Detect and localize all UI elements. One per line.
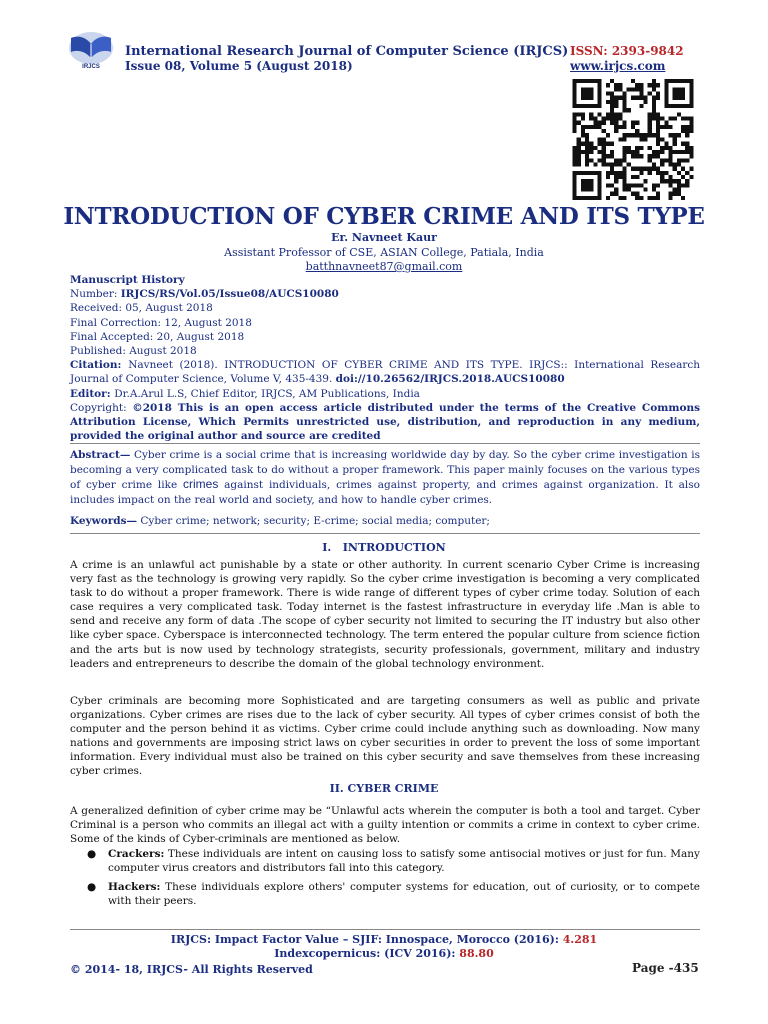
logo-text: IRJCS: [82, 64, 100, 70]
list-item-crackers: [70, 847, 700, 875]
number-value: IRJCS/RS/Vol.05/Issue08/AUCS10080: [120, 288, 339, 301]
bullet-icon: ●: [87, 881, 97, 894]
divider-top: [70, 443, 700, 444]
section-heading-cyber-crime: II. CYBER CRIME: [329, 782, 439, 795]
qr-code: [570, 79, 696, 200]
cyber-crime-paragraph: A generalized definition of cyber crime may be “Unlawful acts wherein the computer is both a tool and target. Cyber Criminal is a person who commits an illegal act with a guilty intention or commits a crime in context to cyber crime. Some of the kinds of Cyber-criminals are mentioned as below.: [70, 805, 700, 846]
manuscript-heading: Manuscript History: [70, 274, 185, 286]
paper-title: INTRODUCTION OF CYBER CRIME AND ITS TYPE: [63, 203, 705, 230]
bullet-text: These individuals explore others' computer systems for education, out of curiosity, or to compete with their peers.: [108, 881, 700, 908]
intro-paragraph-1: A crime is an unlawful act punishable by a state or other authority. In current scenario Cyber Crime is increasing very fast as the technology is growing very rapidly. So the cyber crime investigation is becoming a very complicated task to do without a proper framework. There is wide range of different types of cyber crime today. Solution of each case requires a very complicated task. Today internet is the fastest infrastructure in everyday life .Man is able to send and receive any form of data .The scope of cyber security not limited to securing the IT industry but also other like cyber space. Cyberspace is interconnected technology. The term entered the popular culture from science fiction and the arts but is now used by technology strategists, security professionals, government, military and industry leaders and entrepreneurs to describe the domain of the global technology environment.: [70, 559, 700, 670]
manuscript-history: [70, 273, 700, 443]
keywords: [70, 515, 700, 527]
keywords-text: Cyber crime; network; security; E-crime; social media; computer;: [137, 515, 490, 527]
irjcs-logo: [66, 30, 116, 70]
intro-paragraph-2: Cyber criminals are becoming more Sophisticated and are targeting consumers as well as public and private organizations. Cyber crimes are rises due to the lack of cyber security. All types of cyber crimes consist of both the computer and the person behind it as victims. Cyber crime could include anything such as downloading. Now many nations and governments are imposing strict laws on cyber securities in order to prevent the loss of some important information. Every individual must also be trained on this cyber security and save themselves from these increasing cyber crimes.: [70, 695, 700, 778]
impact-factor: [0, 933, 768, 946]
page-number: Page -435: [632, 961, 699, 975]
index-prefix: Indexcopernicus: (ICV 2016):: [274, 947, 460, 960]
index-copernicus: [0, 947, 768, 960]
bullet-term: Crackers:: [108, 848, 165, 860]
final-accepted-date: Final Accepted: 20, August 2018: [70, 330, 245, 343]
abstract-text-1: Cyber crime is a social crime that is increasing worldwide day by day. So the cyber crime investigation is becoming a very complicated task to do without a proper framework. This paper mainly focuses on the various types of cyber crime like: [70, 449, 700, 491]
author-name: Er. Navneet Kaur: [331, 231, 437, 244]
editor: [70, 387, 700, 401]
list-item-hackers: [70, 880, 700, 908]
abstract-text-2: against individuals, crimes against property, and crimes against organization. It also includes impact on the real world and society, and how to handle cyber crimes.: [70, 479, 700, 506]
bullet-term: Hackers:: [108, 881, 161, 894]
index-value: 88.80: [459, 947, 494, 960]
abstract-label: Abstract—: [70, 449, 131, 461]
keywords-label: Keywords—: [70, 515, 138, 527]
final-correction-date: Final Correction: 12, August 2018: [70, 316, 252, 329]
abstract: [70, 448, 700, 507]
issue-line: Issue 08, Volume 5 (August 2018): [125, 59, 353, 73]
footer-divider: [70, 929, 700, 930]
citation: [70, 358, 700, 386]
citation-doi: doi://10.26562/IRJCS.2018.AUCS10080: [335, 373, 565, 386]
impact-prefix: IRJCS: Impact Factor Value – SJIF: Innospace, Morocco (2016):: [170, 933, 563, 946]
editor-label: Editor:: [70, 387, 115, 400]
editor-text: Dr.A.Arul L.S, Chief Editor, IRJCS, AM Publications, India: [114, 387, 420, 400]
abstract-emph: crimes: [182, 477, 219, 491]
website-link[interactable]: www.irjcs.com: [570, 59, 666, 73]
issn: ISSN: 2393-9842: [570, 44, 684, 58]
citation-label: Citation:: [70, 359, 129, 372]
bullet-text: These individuals are intent on causing loss to satisfy some antisocial motives or just for fun. Many computer virus creators and distributors fall into this category.: [108, 848, 700, 875]
author-affiliation: Assistant Professor of CSE, ASIAN College, Patiala, India: [224, 246, 544, 259]
manuscript-number: [70, 287, 700, 301]
footer-copyright: © 2014- 18, IRJCS- All Rights Reserved: [70, 963, 313, 976]
published-date: Published: August 2018: [70, 345, 197, 358]
section-heading-introduction: I. INTRODUCTION: [322, 541, 446, 554]
received-date: Received: 05, August 2018: [70, 302, 213, 315]
author-email-link[interactable]: batthnavneet87@gmail.com: [305, 260, 463, 273]
bullet-icon: ●: [87, 848, 97, 860]
copyright-label: Copyright:: [70, 401, 133, 414]
journal-name: International Research Journal of Computer Science (IRJCS): [125, 44, 569, 59]
divider-keywords: [70, 533, 700, 534]
cyber-criminal-list: [70, 847, 700, 913]
copyright-text: ©2018 This is an open access article distributed under the terms of the Creative Commons Attribution License, Which Permits unrestricted use, distribution, and reproduction in any medium, provided the original author and source are credited: [70, 401, 701, 443]
copyright-notice: [70, 401, 700, 444]
number-label: Number:: [70, 288, 121, 301]
impact-value: 4.281: [562, 933, 598, 946]
citation-text: Navneet (2018). INTRODUCTION OF CYBER CRIME AND ITS TYPE. IRJCS:: International Research Journal of Computer Science, Volume V, 435-439.: [70, 359, 700, 386]
